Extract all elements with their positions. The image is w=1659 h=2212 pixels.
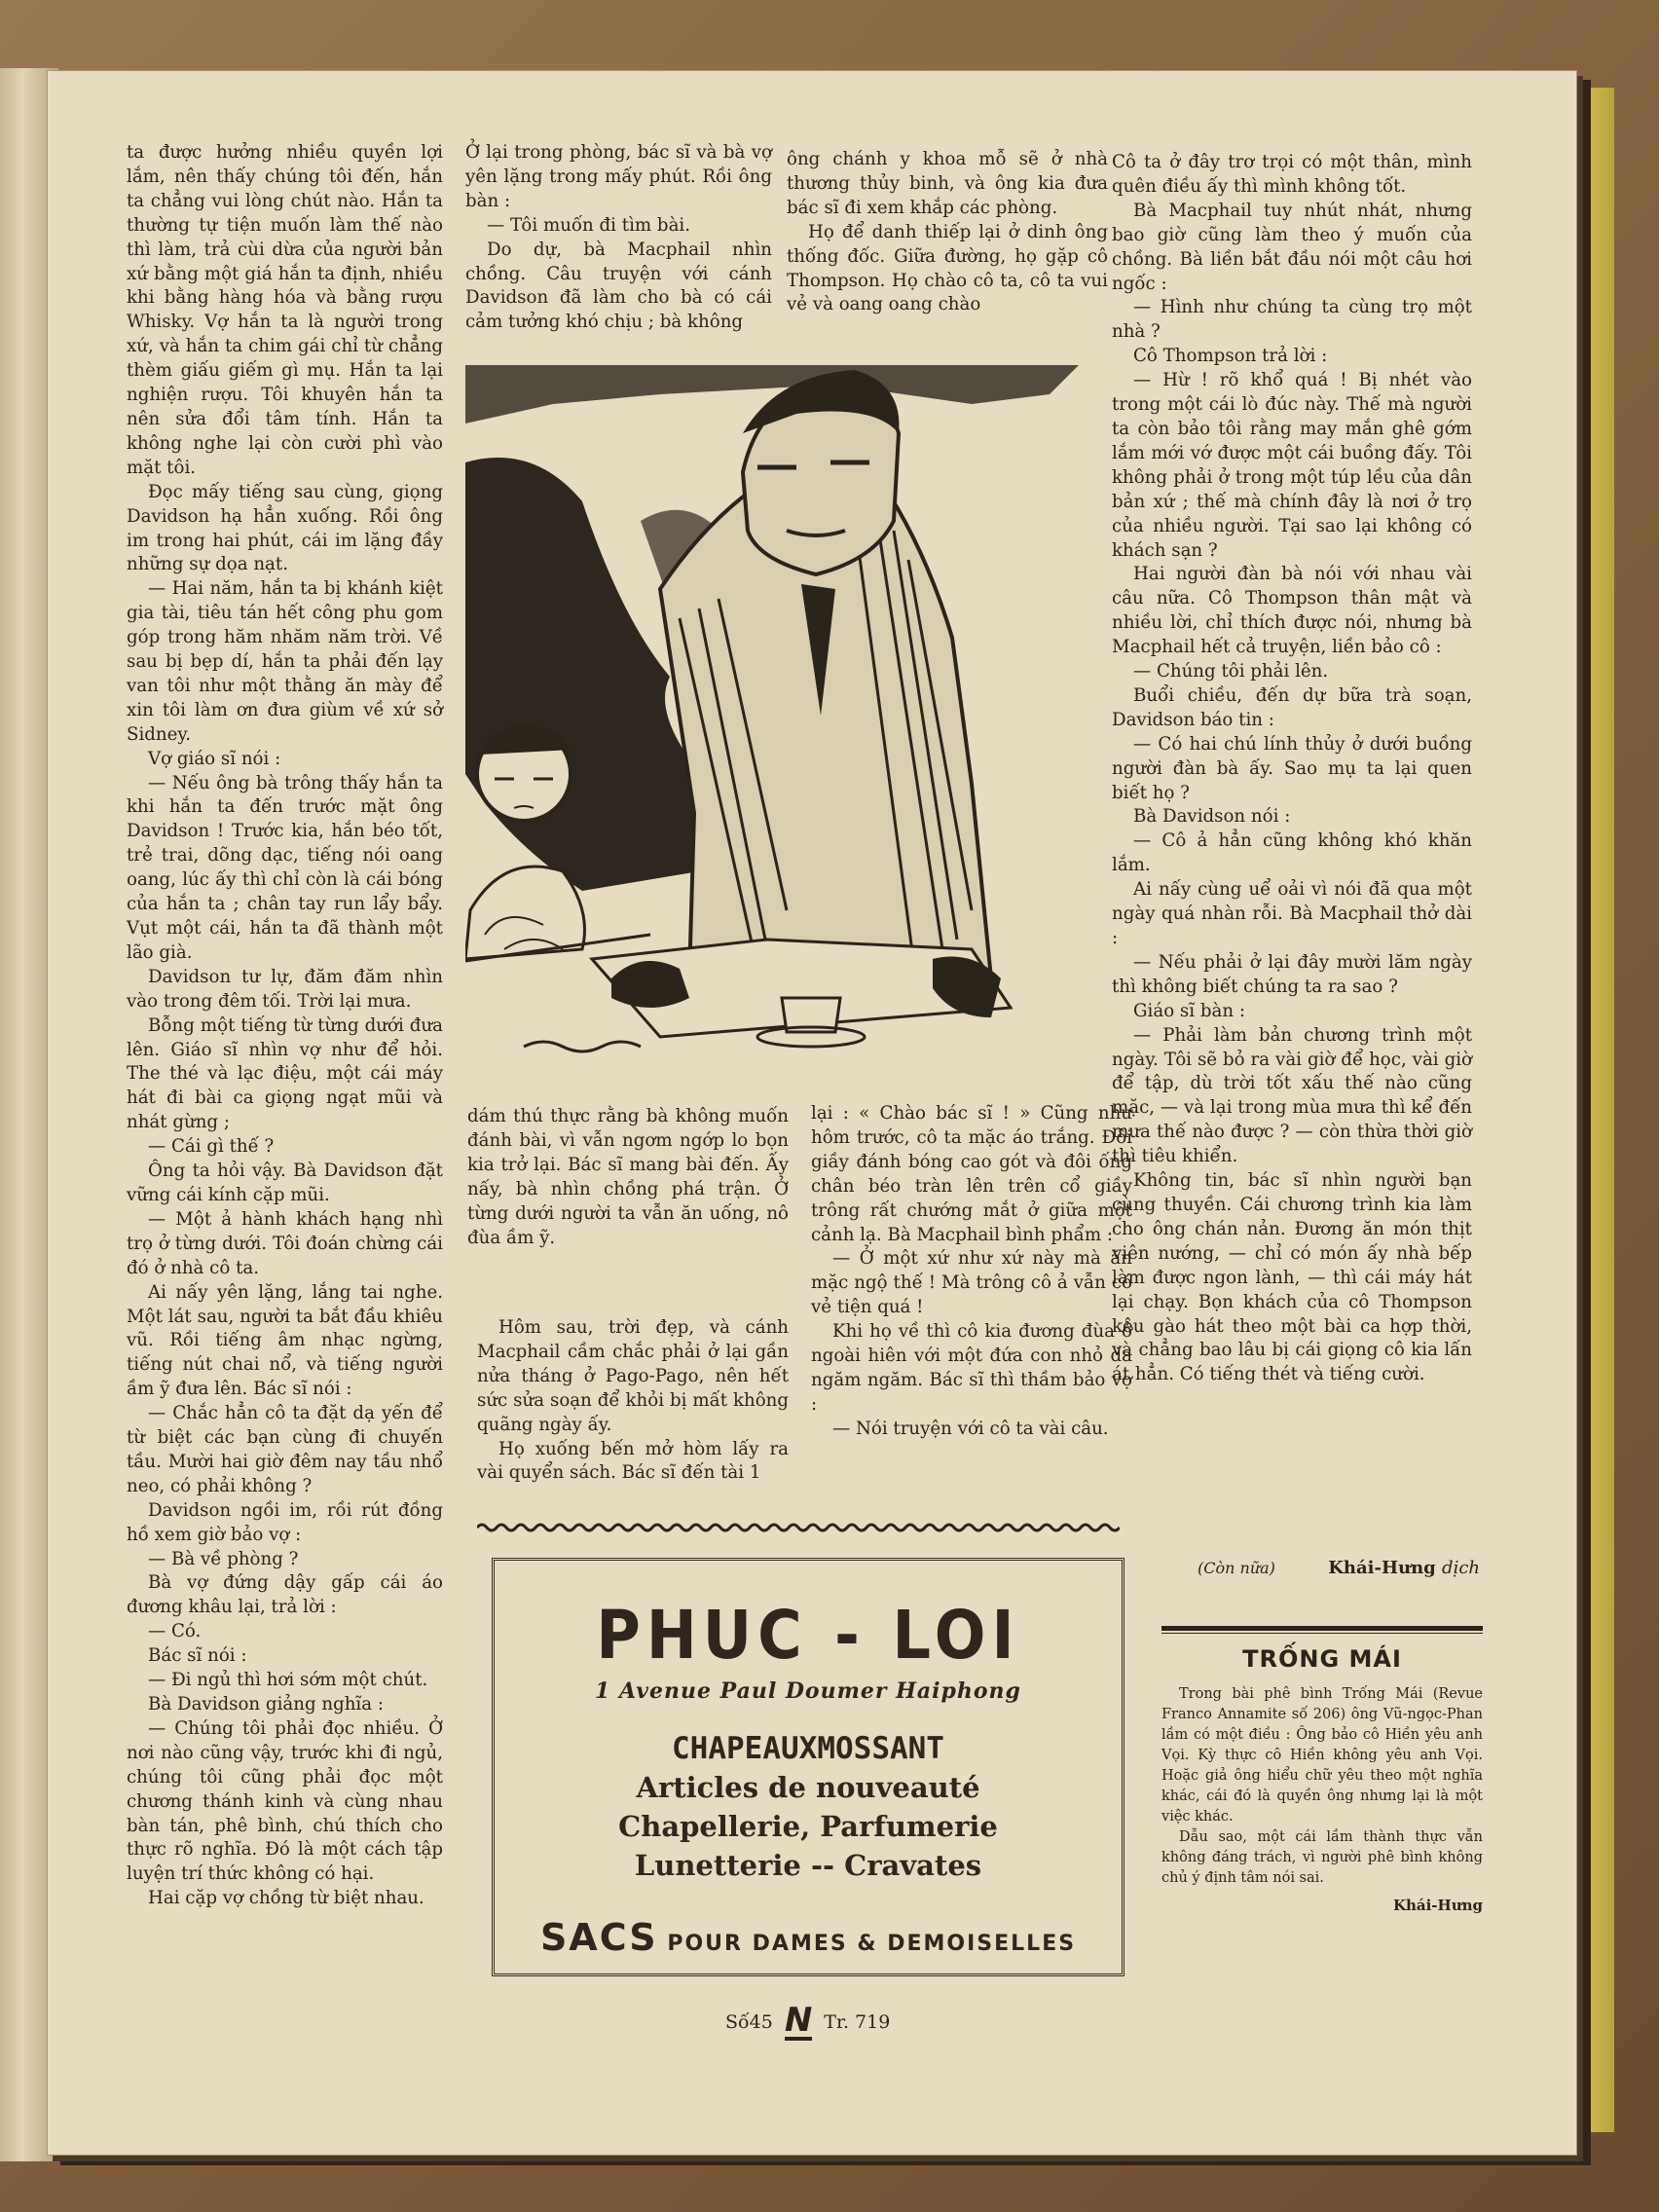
paragraph: — Hình như chúng ta cùng trọ một nhà ? [1112,297,1472,343]
paragraph: — Nếu ông bà trông thấy hắn ta khi hắn ta đến trước mặt ông Davidson ! Trước kia, hắn béo tốt, trẻ trai, dõng dạc, tiếng nói oang oang, lúc ấy thì chỉ còn là cái bóng của hắn ta ; chân tay run lẩy bẩy. Vụt một cái, hắn ta đã thành một lão già. [127,772,443,963]
paragraph: — Nếu phải ở lại đây mười lăm ngày thì không biết chúng ta ra sao ? [1112,951,1472,997]
paragraph: — Nói truyện với cô ta vài câu. [832,1418,1109,1439]
paragraph: Ai nấy cùng uể oải vì nói đã qua một ngày quá nhàn rỗi. Bà Macphail thở dài : [1112,879,1472,948]
ad-line-4: Lunetterie -- Cravates [634,1849,982,1882]
paragraph: Bà vợ đứng dậy gấp cái áo đương khâu lại, trả lời : [127,1572,443,1618]
sidebar-paragraph: Trong bài phê bình Trống Mái (Revue Franco Annamite số 206) ông Vũ-ngọc-Phan lầm có một điều : Ông bảo cô Hiền yêu anh Vọi. Kỳ thực cô Hiền không yêu anh Vọi. Hoặc giả ông hiểu chữ yêu theo một nghĩa khác, cái đó là quyền ông nhưng lại là một việc khác. [1161,1686,1483,1825]
paragraph: Bà Davidson giảng nghĩa : [148,1694,385,1714]
sidebar-text [1161,1684,1483,1889]
paragraph: Đọc mấy tiếng sau cùng, giọng Davidson hạ hẳn xuống. Rồi ông im trong hai phút, cái im lặng đầy những sự dọa nạt. [127,481,443,575]
paragraph: — Bà về phòng ? [148,1548,299,1569]
paragraph: — Có hai chú lính thủy ở dưới buồng người đàn bà ấy. Sao mụ ta lại quen biết họ ? [1112,733,1472,803]
paragraph: Buổi chiều, đến dự bữa trà soạn, Davidson báo tin : [1112,684,1472,730]
ad-line-3: Chapellerie, Parfumerie [618,1810,998,1843]
paragraph: ông chánh y khoa mỗ sẽ ở nhà thương thủy binh, và ông kia đưa bác sĩ đi xem khắp các phòng. [787,149,1108,218]
issue-number: Số45 [725,2011,773,2033]
paragraph: — Hừ ! rõ khổ quá ! Bị nhét vào trong một cái lò đúc này. Thế mà người ta còn bảo tôi rằng may mắn ghê gớm lắm mới vớ được một cái buồng đấy. Tôi không phải ở trong một túp lều của dân bản xứ ; thế mà chính đây là nơi ở trọ của nhiều người. Tại sao lại không có khách sạn ? [1112,370,1472,561]
sidebar-paragraph: Dẫu sao, một cái lầm thành thực vẫn không đáng trách, vì người phê bình không chủ ý định tâm nói sai. [1161,1829,1483,1886]
text-column-2-bottom-continued [477,1316,789,1486]
text-column-4 [1112,151,1472,1387]
text-column-2-top [465,141,772,335]
ad-line-1: CHAPEAUXMOSSANT [672,1731,944,1766]
paragraph: Không tin, bác sĩ nhìn người bạn cùng thuyền. Cái chương trình kia làm cho ông chán nản. Đương ăn món thịt viên nướng, — chỉ có món ấy nhà bếp làm được ngon lành, — thì cái máy hát lại chạy. Bọn khách của cô Thompson kêu gào hát theo một bài ca hợp thời, và chẳng bao lâu bị cái giọng cô kia lấn át hẳn. Có tiếng thét và tiếng cười. [1112,1170,1472,1385]
paragraph: Bác sĩ nói : [148,1645,247,1667]
paragraph: Hôm sau, trời đẹp, và cánh Macphail cầm chắc phải ở lại gần nửa tháng ở Pago-Pago, nên hết sức sửa soạn để khỏi bị mất không quãng ngày ấy. [477,1317,789,1435]
article-signoff [1198,1558,1480,1578]
wavy-divider [477,1521,1120,1534]
paragraph: — Tôi muốn đi tìm bài. [487,214,691,236]
sidebar-rule [1161,1626,1483,1631]
ad-line-2: Articles de nouveauté [636,1771,980,1804]
paragraph: — Một ả hành khách hạng nhì trọ ở từng dưới. Tôi đoán chừng cái đó ở nhà cô ta. [127,1208,443,1278]
text-column-3-top [787,148,1108,317]
paragraph: Hai người đàn bà nói với nhau vài câu nữa. Cô Thompson thân mật và nhiều lời, chỉ thích được nói, nhưng bà Macphail hết cả truyện, liền bảo cô : [1112,564,1472,658]
paragraph: Hai cặp vợ chồng từ biệt nhau. [148,1888,424,1909]
paragraph: ta được hưởng nhiều quyền lợi lắm, nên thấy chúng tôi đến, hắn ta chẳng vui lòng chút nào. Hắn ta thường tự tiện muốn làm thế nào thì làm, trả cùi dừa của người bản xứ bằng một giá hắn ta định, nhiều khi bằng hàng hóa và bằng rượu Whisky. Vợ hắn ta là người trong xứ, và hắn ta chim gái chỉ từ chẳng thèm giấu giếm gì mụ. Hắn ta lại nghiện rượu. Tôi khuyên hắn ta nên sửa đổi tâm tính. Hắn ta không nghe lại còn cười phì vào mặt tôi. [127,142,443,478]
paragraph: — Có. [148,1621,202,1642]
ad-sacs-line: SACS POUR DAMES & DEMOISELLES [539,1916,1077,1959]
text-column-1 [127,141,443,1911]
sidebar-title: TRỐNG MÁI [1242,1645,1402,1673]
paragraph: — Chúng tôi phải đọc nhiều. Ở nơi nào cũng vậy, trước khi đi ngủ, chúng tôi cũng phải đọc một chương thánh kinh và cùng nhau bàn tán, phê bình, chú thích cho thực rõ nghĩa. Đó là một cách tập luyện trí thức không có hại. [127,1717,443,1885]
paragraph: — Hai năm, hắn ta bị khánh kiệt gia tài, tiêu tán hết công phu gom góp trong hăm nhăm năm trời. Về sau bị bẹp dí, hắn ta phải đến lạy van tôi như một thằng ăn mày để xin tôi làm ơn đưa giùm về xứ sở Sidney. [127,578,443,745]
page-edge [1575,88,1614,2132]
paragraph: Davidson ngồi im, rồi rút đồng hồ xem giờ bảo vợ : [127,1499,443,1545]
paragraph: — Đi ngủ thì hơi sớm một chút. [148,1670,428,1691]
continued-note: (Còn nữa) [1198,1559,1275,1577]
paragraph: Cô ta ở đây trơ trọi có một thân, mình quên điều ấy thì mình không tốt. [1112,152,1472,197]
paragraph: Vợ giáo sĩ nói : [148,748,281,769]
sidebar-rule-thin [1161,1633,1483,1634]
paragraph: — Ở một xứ như xứ này mà ăn mặc ngộ thế ! Mà trông cô ả vẫn có vẻ tiện quá ! [811,1248,1132,1318]
paragraph: — Chắc hẳn cô ta đặt dạ yến để từ biệt các bạn cùng đi chuyến tầu. Mười hai giờ đêm nay tầu nhổ neo, có phải không ? [127,1403,443,1496]
paragraph: Bỗng một tiếng từ từng dưới đưa lên. Giáo sĩ nhìn vợ như để hỏi. The thé và lạc điệu, một cái máy hát đi bài ca giọng ngạt mũi và nhát gừng ; [127,1014,443,1133]
paragraph: Cô Thompson trả lời : [1133,346,1328,367]
magazine-logo: N [784,2001,813,2040]
text-column-3-bottom [811,1102,1132,1442]
ad-brand: PHUC - LOI [596,1596,1020,1675]
paragraph: Họ xuống bến mở hòm lấy ra vài quyển sách. Bác sĩ đến tài 1 [477,1438,789,1484]
woodcut-illustration [465,365,1108,1066]
paragraph: — Cô ả hẳn cũng không khó khăn lắm. [1112,830,1472,876]
translator-credit: Khái-Hưng dịch [1328,1558,1480,1578]
paragraph: Ở lại trong phòng, bác sĩ và bà vợ yên lặng trong mấy phút. Rồi ông bàn : [465,142,772,211]
paragraph: Davidson tư lự, đăm đăm nhìn vào trong đêm tối. Trời lại mưa. [127,966,443,1012]
page-footer [725,2001,891,2041]
paragraph: Khi họ về thì cô kia đương đùa ở ngoài hiên với một đứa con nhỏ da ngăm ngăm. Bác sĩ thì thầm bảo vợ : [811,1321,1132,1415]
paragraph: — Phải làm bản chương trình một ngày. Tôi sẽ bỏ ra vài giờ để học, vài giờ để tập, dù trời tốt xấu thế nào cũng mặc, — và lại trong mùa mưa thì kể đến mưa thế nào được ? — còn thừa thời giờ thì tiêu khiển. [1112,1024,1472,1167]
sidebar-signature: Khái-Hưng [1392,1897,1483,1914]
paragraph: — Cái gì thế ? [148,1136,275,1158]
paragraph: Họ để danh thiếp lại ở dinh ông thống đốc. Giữa đường, họ gặp cô Thompson. Họ chào cô ta, cô ta vui vẻ và oang oang chào [787,221,1108,315]
paragraph: dám thú thực rằng bà không muốn đánh bài, vì vẫn ngơm ngớp lo bọn kia trở lại. Bác sĩ mang bài đến. Ấy nấy, bà nhìn chồng phá trận. Ở từng dưới người ta vẫn ăn uống, nô đùa ầm ỹ. [467,1106,789,1248]
paragraph: lại : « Chào bác sĩ ! » Cũng như hôm trước, cô ta mặc áo trắng. Đôi giầy đánh bóng cao gót và đôi ống chân béo tràn lên trên cổ giầy trông rất chướng mắt ở giữa một cảnh lạ. Bà Macphail bình phẩm : [811,1103,1132,1245]
ad-address: 1 Avenue Paul Doumer Haiphong [595,1678,1021,1704]
paragraph: Do dự, bà Macphail nhìn chồng. Câu truyện với cánh Davidson đã làm cho bà có cái cảm tưởng khó chịu ; bà không [465,239,772,333]
paragraph: — Chúng tôi phải lên. [1133,661,1329,682]
advertisement-phuc-loi [492,1558,1124,1976]
paragraph: Ông ta hỏi vậy. Bà Davidson đặt vững cái kính cặp mũi. [127,1161,443,1205]
text-column-2-bottom [467,1105,789,1250]
paragraph: Bà Macphail tuy nhút nhát, nhưng bao giờ cũng làm theo ý muốn của chồng. Bà liền bắt đầu nói một câu hơi ngốc : [1112,200,1472,294]
paragraph: Ai nấy yên lặng, lắng tai nghe. Một lát sau, người ta bắt đầu khiêu vũ. Rồi tiếng âm nhạc ngừng, tiếng nút chai nổ, và tiếng người ầm ỹ đưa lên. Bác sĩ nói : [127,1281,443,1400]
page-number: Tr. 719 [824,2011,891,2033]
sidebar-trong-mai [1161,1626,1483,1914]
paragraph: Bà Davidson nói : [1133,806,1291,828]
paragraph: Giáo sĩ bàn : [1133,1000,1245,1021]
